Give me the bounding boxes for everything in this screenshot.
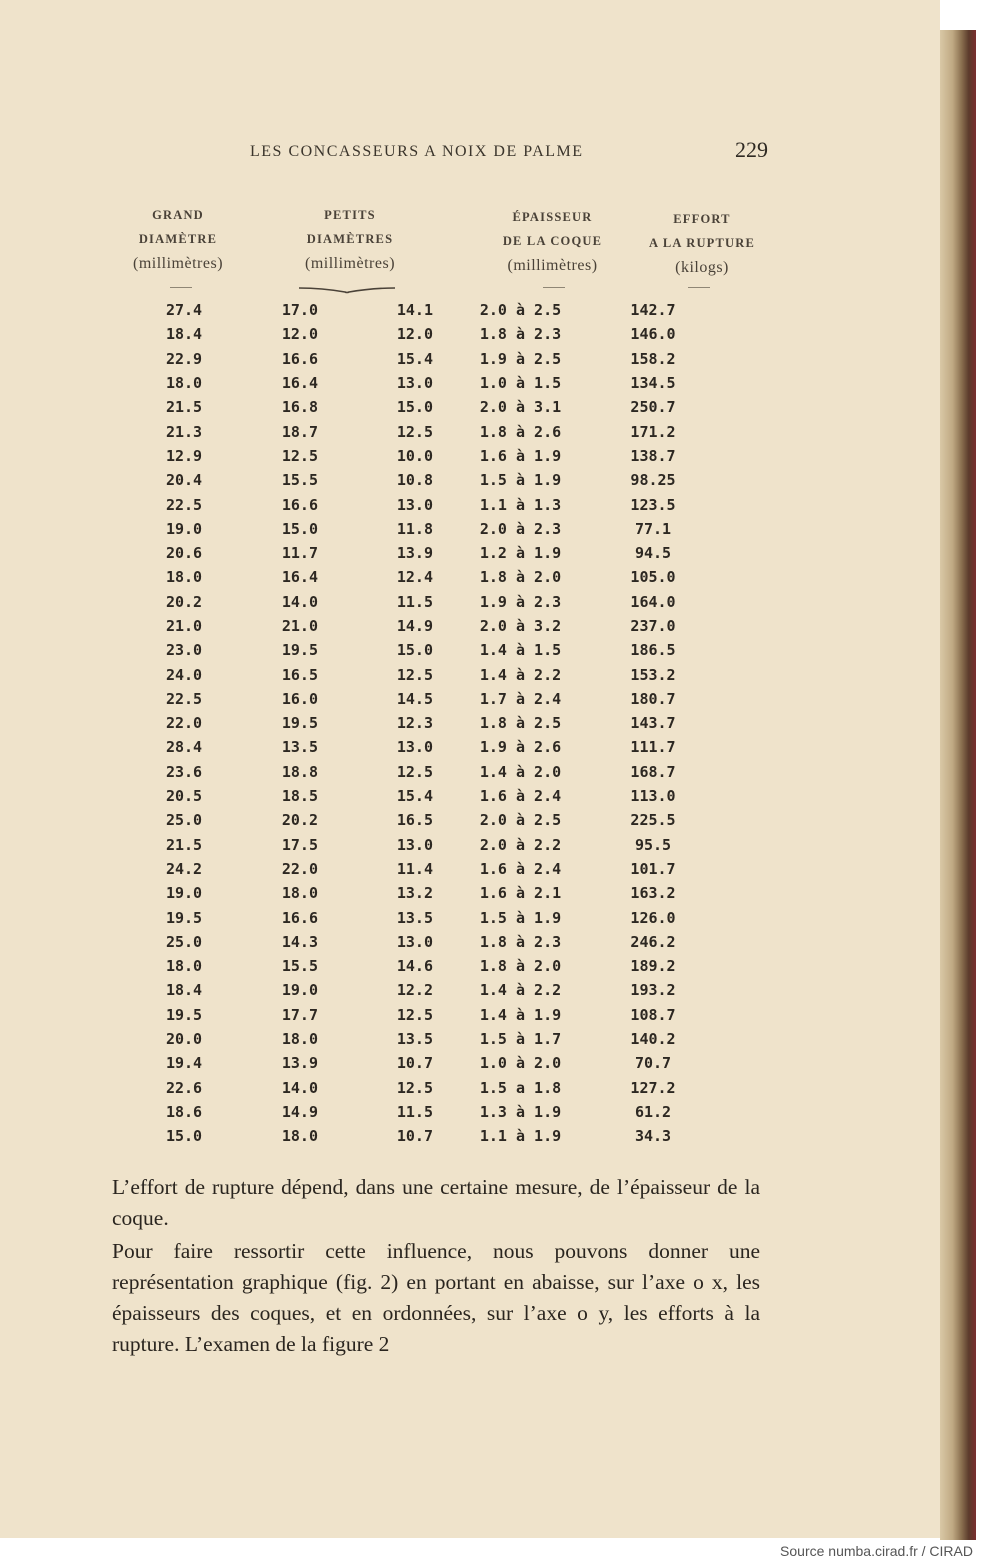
table-cell: 140.2 [630,1030,676,1049]
table-cell: 143.7 [630,714,676,733]
table-cell: 225.5 [630,811,676,830]
running-title: LES CONCASSEURS A NOIX DE PALME [250,143,584,160]
table-cell: 13.0 [396,932,433,951]
table-cell: 34.3 [634,1127,672,1146]
table-row [130,590,698,614]
table-cell: 20.0 [165,1030,203,1049]
table-cell: 138.7 [630,446,676,465]
table-row [130,565,698,589]
table-cell: 18.4 [165,981,203,1000]
column-header-unit: (kilogs) [675,259,729,276]
table-cell: 28.4 [165,738,203,757]
table-cell: 1.4 à 1.9 [479,1005,562,1024]
table-cell: 12.5 [396,1005,433,1024]
table-cell: 1.8 à 2.5 [479,714,562,733]
column-header-unit: (millimètres) [132,255,224,272]
table-cell: 1.0 à 2.0 [479,1054,562,1073]
table-cell: 13.0 [396,374,433,393]
table-cell: 1.8 à 2.0 [479,568,562,587]
table-cell: 1.5 à 1.7 [479,1030,562,1049]
table-cell: 1.5 a 1.8 [479,1078,562,1097]
table-cell: 1.5 à 1.9 [479,908,562,927]
table-cell: 14.9 [281,1102,318,1121]
table-row [130,735,698,759]
table-cell: 18.0 [165,957,203,976]
table-cell: 1.4 à 2.0 [479,762,562,781]
table-cell: 19.4 [165,1054,203,1073]
table-cell: 1.1 à 1.3 [479,495,562,514]
table-cell: 171.2 [630,422,676,441]
table-cell: 164.0 [630,592,676,611]
table-cell: 12.3 [396,714,433,733]
table-cell: 237.0 [630,617,676,635]
table-row [130,857,698,881]
table-row [130,711,698,735]
table-row [130,687,698,711]
table-cell: 18.5 [281,787,318,806]
source-credit: Source numba.cirad.fr / CIRAD [780,1543,973,1559]
table-cell: 1.8 à 2.0 [479,957,562,976]
table-cell: 246.2 [630,932,676,951]
table-cell: 1.3 à 1.9 [479,1102,562,1121]
table-cell: 1.9 à 2.6 [479,738,562,757]
table-row [130,784,698,808]
table-cell: 14.3 [281,932,318,951]
table-cell: 19.5 [165,1005,203,1024]
table-cell: 193.2 [630,981,676,1000]
table-cell: 14.0 [281,592,318,611]
table-cell: 20.6 [165,544,203,563]
column-header-line2: DIAMÈTRES [306,232,394,246]
table-cell: 19.5 [165,908,203,927]
table-row [130,419,698,443]
table-cell: 126.0 [630,908,676,927]
table-cell: 108.7 [630,1005,676,1024]
column-header-line2: DE LA COQUE [502,234,603,248]
table-cell: 105.0 [630,568,676,587]
table-row [130,930,698,954]
table-cell: 180.7 [630,689,676,708]
table-cell: 10.0 [396,446,433,465]
table-cell: 1.4 à 2.2 [479,665,562,684]
table-cell: 27.4 [165,301,203,320]
table-cell: 113.0 [630,787,676,806]
table-cell: 13.5 [396,908,433,927]
table-cell: 22.5 [165,689,203,708]
page-number: 229 [735,137,768,162]
column-header-grand-diametre [118,203,238,277]
table-cell: 12.5 [396,762,433,781]
table-row [130,347,698,371]
column-header-line1: EFFORT [673,212,731,226]
table-cell: 22.9 [165,349,203,368]
table-row [130,322,698,346]
column-header-epaisseur [485,205,620,279]
table-cell: 16.5 [281,665,318,684]
column-header-line1: ÉPAISSEUR [512,210,593,224]
table-cell: 18.0 [165,374,203,393]
table-row [130,298,698,322]
table-cell: 142.7 [630,301,676,320]
table-cell: 14.9 [396,617,433,635]
table-cell: 1.7 à 2.4 [479,689,562,708]
column-header-unit: (millimètres) [304,255,396,272]
table-row [130,1003,698,1027]
table-cell: 21.3 [165,422,203,441]
paragraph-text: L’effort de rupture dépend, dans une certaine mesure, de l’épaisseur de la coque. [112,1175,760,1230]
table-row [130,638,698,662]
table-cell: 146.0 [630,325,676,344]
table-cell: 21.5 [165,835,203,854]
table-cell: 1.8 à 2.3 [479,325,562,344]
table-cell: 16.6 [281,495,318,514]
table-row [130,833,698,857]
table-cell: 18.7 [281,422,318,441]
table-cell: 17.0 [281,301,318,320]
table-cell: 15.4 [396,787,433,806]
table-cell: 1.4 à 1.5 [479,641,562,660]
table-cell: 18.8 [281,762,318,781]
table-cell: 186.5 [630,641,676,660]
table-cell: 168.7 [630,762,676,781]
table-cell: 1.8 à 2.3 [479,932,562,951]
table-row [130,444,698,468]
table-cell: 21.0 [165,617,203,635]
table-cell: 13.9 [396,544,433,563]
table-cell: 21.5 [165,398,203,417]
table-row [130,760,698,784]
table-cell: 2.0 à 2.2 [479,835,562,854]
table-cell: 189.2 [630,957,676,976]
table-cell: 14.0 [281,1078,318,1097]
table-cell: 20.4 [165,471,203,490]
table-cell: 111.7 [630,738,676,757]
table-cell: 16.0 [281,689,318,708]
table-cell: 18.6 [165,1102,203,1121]
table-cell: 95.5 [634,835,672,854]
table-cell: 16.6 [281,908,318,927]
table-cell: 1.5 à 1.9 [479,471,562,490]
table-cell: 20.2 [281,811,318,830]
table-cell: 22.0 [281,859,318,878]
table-cell: 98.25 [630,471,676,490]
table-row [130,1124,698,1148]
table-cell: 21.0 [281,617,318,635]
table-cell: 14.5 [396,689,433,708]
table-cell: 101.7 [630,859,676,878]
paragraph-2 [112,1236,760,1360]
table-cell: 14.6 [396,957,433,976]
paragraph-1 [112,1172,760,1234]
table-cell: 19.5 [281,641,318,660]
table-cell: 19.0 [165,519,203,538]
table-cell: 22.0 [165,714,203,733]
table-row [130,808,698,832]
book-page-edge [940,30,976,1540]
table-cell: 16.4 [281,568,318,587]
table-cell: 20.2 [165,592,203,611]
table-cell: 1.6 à 2.1 [479,884,562,903]
table-cell: 25.0 [165,811,203,830]
table-cell: 1.6 à 2.4 [479,787,562,806]
table-cell: 127.2 [630,1078,676,1097]
table-cell: 11.8 [396,519,433,538]
table-row [130,881,698,905]
table-cell: 1.4 à 2.2 [479,981,562,1000]
table-cell: 15.0 [396,398,433,417]
table-cell: 153.2 [630,665,676,684]
table-cell: 12.5 [396,1078,433,1097]
table-cell: 10.8 [396,471,433,490]
table-cell: 16.5 [396,811,433,830]
table-cell: 123.5 [630,495,676,514]
table-cell: 23.0 [165,641,203,660]
table-cell: 2.0 à 2.3 [479,519,562,538]
table-cell: 13.2 [396,884,433,903]
table-cell: 25.0 [165,932,203,951]
table-cell: 163.2 [630,884,676,903]
table-cell: 17.7 [281,1005,318,1024]
table-cell: 18.0 [281,1127,318,1146]
column-header-line1: PETITS [324,208,376,222]
table-row [130,395,698,419]
table-cell: 19.0 [165,884,203,903]
table-cell: 70.7 [634,1054,672,1073]
table-cell: 13.0 [396,835,433,854]
table-cell: 13.5 [396,1030,433,1049]
table-cell: 13.0 [396,495,433,514]
table-cell: 12.5 [396,422,433,441]
table-cell: 250.7 [630,398,676,417]
table-cell: 13.0 [396,738,433,757]
table-cell: 1.1 à 1.9 [479,1127,562,1146]
table-cell: 20.5 [165,787,203,806]
table-cell: 12.5 [281,446,318,465]
paragraph-text: Pour faire ressortir cette influence, nous pouvons donner une représentation graphique (fig. 2) en portant en abaisse, sur l’axe o x, les épaisseurs des coques, et en ordonnées, sur l’axe o y, les efforts à la rupture. L’examen de la figure 2 [112,1239,760,1356]
column-header-unit: (millimètres) [507,257,598,274]
column-header-effort [632,207,772,281]
table-cell: 1.8 à 2.6 [479,422,562,441]
table-cell: 12.0 [396,325,433,344]
table-cell: 1.9 à 2.5 [479,349,562,368]
data-table [130,298,698,1148]
column-header-line1: GRAND [152,208,204,222]
table-cell: 11.7 [281,544,318,563]
column-rule [170,287,192,288]
table-cell: 24.0 [165,665,203,684]
table-cell: 18.0 [165,568,203,587]
table-row [130,1027,698,1051]
table-row [130,1100,698,1124]
table-cell: 2.0 à 2.5 [479,301,562,320]
table-cell: 16.8 [281,398,318,417]
table-cell: 17.5 [281,835,318,854]
column-header-line2: A LA RUPTURE [648,236,756,250]
column-header-petits-diametres [290,203,410,277]
table-cell: 23.6 [165,762,203,781]
table-cell: 12.5 [396,665,433,684]
table-cell: 1.6 à 2.4 [479,859,562,878]
table-cell: 12.0 [281,325,318,344]
table-row [130,662,698,686]
table-row [130,541,698,565]
table-cell: 15.5 [281,471,318,490]
table-cell: 2.0 à 3.1 [479,398,562,417]
table-row [130,978,698,1002]
table-cell: 24.2 [165,859,203,878]
brace-rule [297,286,397,294]
table-cell: 1.9 à 2.3 [479,592,562,611]
table-cell: 14.1 [396,301,433,320]
table-cell: 12.4 [396,568,433,587]
table-cell: 2.0 à 3.2 [479,617,562,635]
table-cell: 158.2 [630,349,676,368]
table-cell: 13.9 [281,1054,318,1073]
column-rule [688,287,710,288]
data-table-body [130,298,698,1148]
table-row [130,517,698,541]
table-cell: 12.2 [396,981,433,1000]
table-cell: 11.5 [396,1102,433,1121]
table-cell: 18.0 [281,884,318,903]
table-cell: 11.5 [396,592,433,611]
table-cell: 15.4 [396,349,433,368]
column-rule [543,287,565,288]
table-cell: 16.4 [281,374,318,393]
table-row [130,371,698,395]
table-cell: 19.0 [281,981,318,1000]
table-cell: 1.0 à 1.5 [479,374,562,393]
table-cell: 77.1 [634,519,672,538]
table-cell: 12.9 [165,446,203,465]
table-cell: 15.0 [396,641,433,660]
table-cell: 11.4 [396,859,433,878]
table-cell: 15.0 [165,1127,203,1146]
table-cell: 134.5 [630,374,676,393]
table-row [130,614,698,638]
table-row [130,468,698,492]
table-row [130,1051,698,1075]
table-row [130,492,698,516]
table-cell: 15.0 [281,519,318,538]
table-cell: 18.4 [165,325,203,344]
table-cell: 15.5 [281,957,318,976]
column-header-line2: DIAMÈTRE [138,232,218,246]
table-cell: 1.2 à 1.9 [479,544,562,563]
table-cell: 94.5 [634,544,672,563]
table-cell: 1.6 à 1.9 [479,446,562,465]
table-cell: 19.5 [281,714,318,733]
table-row [130,1076,698,1100]
table-row [130,954,698,978]
table-cell: 2.0 à 2.5 [479,811,562,830]
table-cell: 16.6 [281,349,318,368]
table-cell: 13.5 [281,738,318,757]
table-cell: 10.7 [396,1054,433,1073]
table-cell: 22.6 [165,1078,203,1097]
table-row [130,905,698,929]
table-cell: 18.0 [281,1030,318,1049]
table-cell: 22.5 [165,495,203,514]
table-cell: 10.7 [396,1127,433,1146]
table-cell: 61.2 [634,1102,672,1121]
